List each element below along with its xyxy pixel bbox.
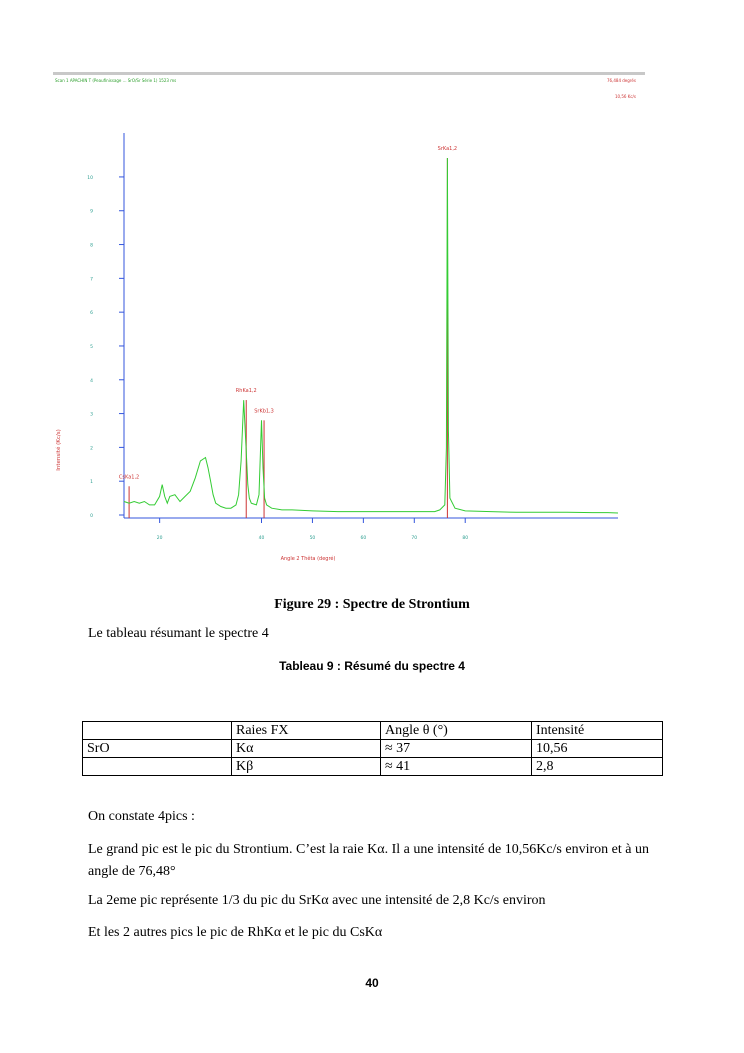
peak-label: SrKb1,3: [254, 408, 274, 415]
y-tick-label: 6: [90, 311, 93, 317]
y-tick-label: 3: [90, 412, 93, 418]
paragraph-4: Et les 2 autres pics le pic de RhKα et le pic du CsKα: [88, 925, 383, 940]
chart-ticks: [87, 175, 468, 541]
x-axis-label: Angle 2 Thêta (degré): [280, 556, 336, 562]
y-axis-label: Intensité (Kc/s): [56, 429, 62, 471]
chart-header-left: Scan 1 APACHIN T (Peaufinissage ... SrO/Sr Série 1) 1523 ms: [55, 78, 177, 83]
table-title: Tableau 9 : Résumé du spectre 4: [279, 659, 465, 673]
paragraph-2: Le grand pic est le pic du Strontium. C’est la raie Kα. Il a une intensité de 10,56Kc/s environ et à un angle de 76,48°: [88, 842, 649, 879]
x-tick-label: 50: [309, 536, 316, 541]
table-cell: [83, 758, 232, 776]
chart-header-right-intensity: 10,56 Kc/s: [615, 94, 636, 99]
chart-axes: [124, 133, 618, 518]
x-tick-label: 40: [258, 536, 265, 541]
table-cell: Kα: [232, 740, 381, 758]
table-row: [83, 758, 663, 776]
x-tick-label: 80: [462, 536, 469, 541]
x-tick-label: 70: [411, 536, 418, 541]
table-header-cell: Raies FX: [232, 722, 381, 740]
x-tick-label: 60: [360, 536, 367, 541]
chart-header-right-angle: 76,484 degrés: [607, 78, 636, 83]
y-tick-label: 7: [90, 277, 93, 283]
table-cell: SrO: [83, 740, 232, 758]
paragraph-3: La 2eme pic représente 1/3 du pic du SrKα avec une intensité de 2,8 Kc/s environ: [88, 893, 546, 908]
table-cell: 2,8: [532, 758, 663, 776]
peak-label: RhKa1,2: [235, 388, 257, 395]
y-tick-label: 10: [87, 175, 93, 181]
y-tick-label: 8: [90, 243, 93, 249]
table-header-row: [83, 722, 663, 740]
y-tick-label: 4: [90, 378, 93, 384]
table-row: [83, 740, 663, 758]
y-tick-label: 9: [90, 209, 93, 215]
figure-caption: Figure 29 : Spectre de Strontium: [274, 597, 470, 612]
peak-label: SrKa1,2: [437, 146, 458, 152]
table-cell: ≈ 37: [381, 740, 532, 758]
table-cell: Kβ: [232, 758, 381, 776]
y-tick-label: 0: [90, 514, 93, 519]
y-tick-label: 1: [90, 480, 93, 486]
y-tick-label: 2: [90, 446, 93, 452]
table-header-cell: [83, 722, 232, 740]
table-header-cell: Angle θ (°): [381, 722, 532, 740]
table-cell: ≈ 41: [381, 758, 532, 776]
x-tick-label: 20: [156, 536, 163, 541]
page-number: 40: [365, 976, 379, 990]
table-cell: 10,56: [532, 740, 663, 758]
chart-peak-markers: [119, 146, 457, 518]
summary-table: [82, 721, 663, 776]
peak-label: CsKa1,2: [118, 474, 140, 481]
intro-text: Le tableau résumant le spectre 4: [88, 626, 269, 641]
table-header-cell: Intensité: [532, 722, 663, 740]
spectrum-line: [124, 158, 618, 513]
chart-series: [124, 158, 618, 513]
paragraph-1: On constate 4pics :: [88, 809, 195, 824]
y-tick-label: 5: [90, 344, 93, 350]
